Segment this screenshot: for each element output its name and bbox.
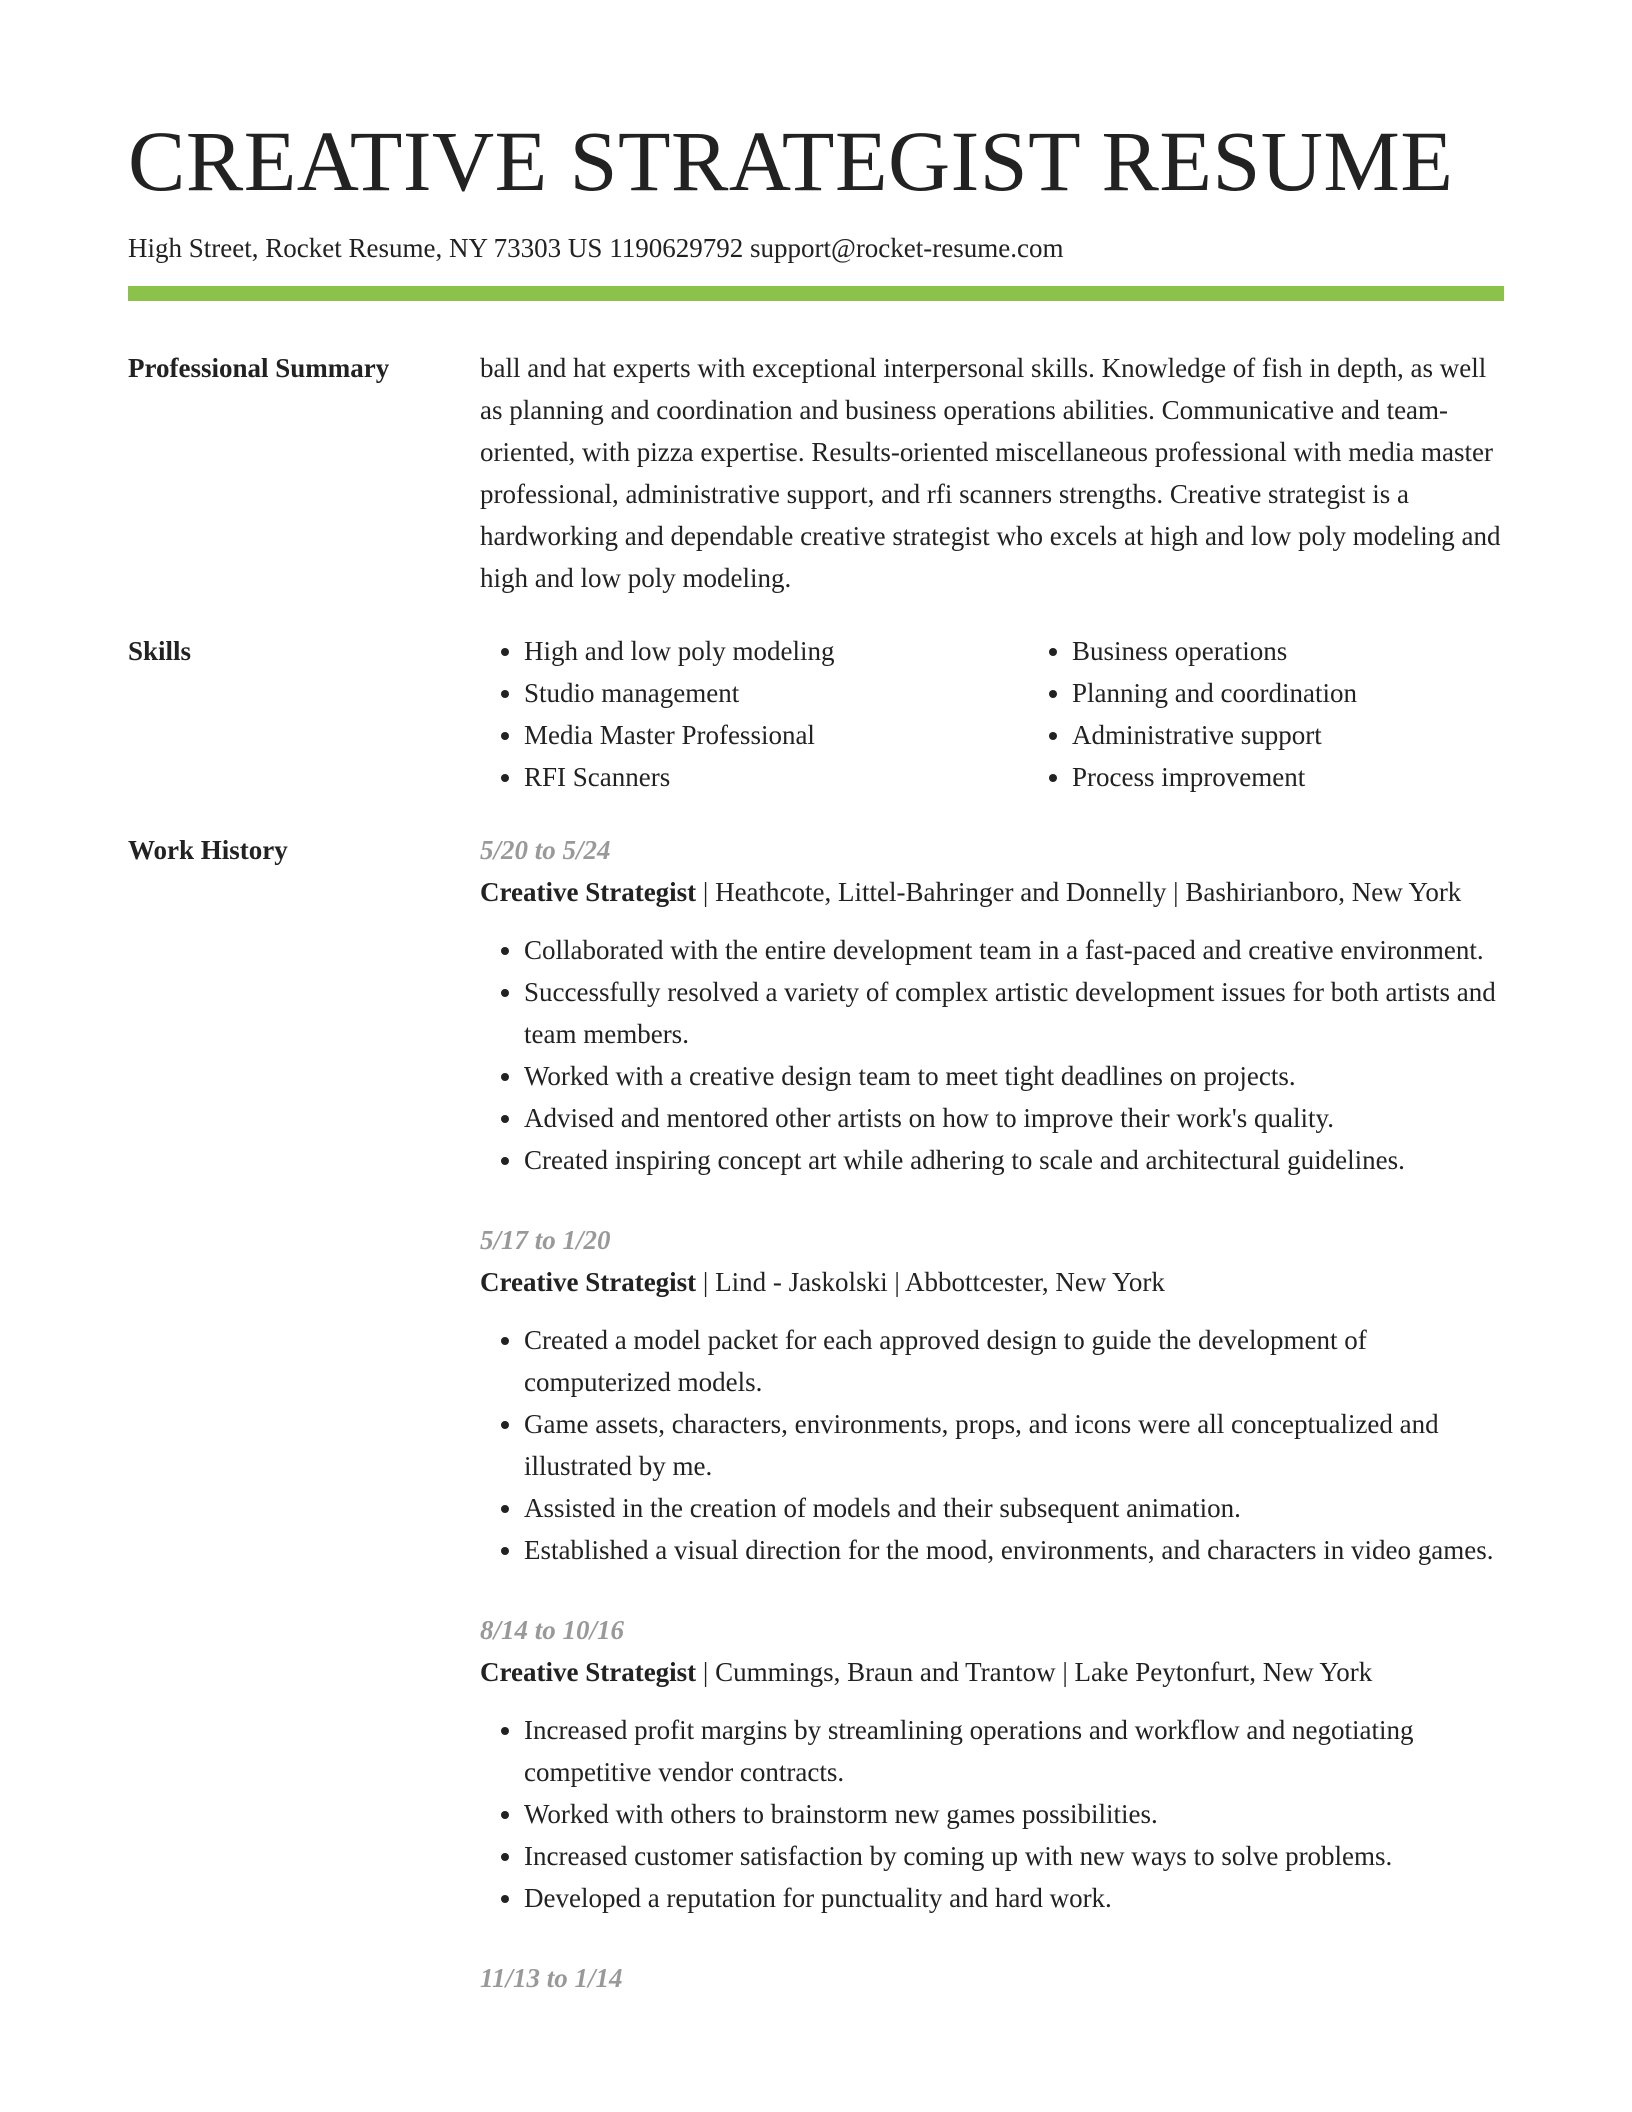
job-bullets bbox=[480, 1319, 1504, 1571]
job-bullet: • Created a model packet for each approved design to guide the development of computerized models. bbox=[524, 1319, 1504, 1403]
skill-item: • Media Master Professional bbox=[524, 714, 984, 756]
job-title-line bbox=[480, 871, 1504, 913]
job-bullet: • Successfully resolved a variety of complex artistic development issues for both artists and team members. bbox=[524, 971, 1504, 1055]
job-dates: 5/17 to 1/20 bbox=[480, 1225, 611, 1255]
skills-list-left bbox=[480, 630, 984, 798]
job-bullet: • Game assets, characters, environments, props, and icons were all conceptualized and illustrated by me. bbox=[524, 1403, 1504, 1487]
job-role: Creative Strategist bbox=[480, 1267, 697, 1297]
job-title-line bbox=[480, 1261, 1504, 1303]
job-details: | Lind - Jaskolski | Abbottcester, New York bbox=[696, 1267, 1165, 1297]
job-bullet: • Worked with a creative design team to meet tight deadlines on projects. bbox=[524, 1055, 1504, 1097]
job-entry bbox=[480, 1219, 1504, 1571]
job-bullet: • Assisted in the creation of models and their subsequent animation. bbox=[524, 1487, 1504, 1529]
summary-text: ball and hat experts with exceptional interpersonal skills. Knowledge of fish in depth, as well as planning and coordination and business operations abilities. Communicative and team-oriented, with pizza expertise. Results-oriented miscellaneous professional with media master professional, administrative support, and rfi scanners strengths. Creative strategist is a hardworking and dependable creative strategist who excels at high and low poly modeling and high and low poly modeling. bbox=[480, 353, 1501, 593]
job-details: | Cummings, Braun and Trantow | Lake Peytonfurt, New York bbox=[696, 1657, 1373, 1687]
job-bullet: • Increased customer satisfaction by coming up with new ways to solve problems. bbox=[524, 1835, 1504, 1877]
header-divider bbox=[128, 286, 1504, 301]
job-entry bbox=[480, 1609, 1504, 1919]
skills-section bbox=[480, 630, 1504, 798]
skill-item: • Planning and coordination bbox=[1072, 672, 1532, 714]
skills-label: Skills bbox=[128, 636, 192, 666]
work-history-section bbox=[480, 829, 1504, 2037]
job-dates: 8/14 to 10/16 bbox=[480, 1615, 625, 1645]
job-role: Creative Strategist bbox=[480, 877, 697, 907]
job-bullet: • Worked with others to brainstorm new games possibilities. bbox=[524, 1793, 1504, 1835]
contact-line: High Street, Rocket Resume, NY 73303 US 1190629792 support@rocket-resume.com bbox=[128, 233, 1064, 263]
skill-item: • Business operations bbox=[1072, 630, 1532, 672]
skill-item: • RFI Scanners bbox=[524, 756, 984, 798]
summary-label: Professional Summary bbox=[128, 353, 390, 383]
skill-item: • High and low poly modeling bbox=[524, 630, 984, 672]
job-bullet: • Collaborated with the entire development team in a fast-paced and creative environment. bbox=[524, 929, 1504, 971]
job-bullet: • Advised and mentored other artists on how to improve their work's quality. bbox=[524, 1097, 1504, 1139]
job-entry bbox=[480, 829, 1504, 1181]
job-bullet: • Established a visual direction for the mood, environments, and characters in video games. bbox=[524, 1529, 1504, 1571]
skill-item: • Administrative support bbox=[1072, 714, 1532, 756]
skills-list-right bbox=[1028, 630, 1532, 798]
job-bullet: • Created inspiring concept art while adhering to scale and architectural guidelines. bbox=[524, 1139, 1504, 1181]
job-dates: 11/13 to 1/14 bbox=[480, 1963, 623, 1993]
job-bullet: • Developed a reputation for punctuality and hard work. bbox=[524, 1877, 1504, 1919]
skills-columns bbox=[480, 630, 1504, 798]
summary-section bbox=[480, 347, 1504, 599]
job-title-line bbox=[480, 1651, 1504, 1693]
job-bullet: • Increased profit margins by streamlining operations and workflow and negotiating competitive vendor contracts. bbox=[524, 1709, 1504, 1793]
job-bullets bbox=[480, 1709, 1504, 1919]
job-role: Creative Strategist bbox=[480, 1657, 697, 1687]
work-history-label: Work History bbox=[128, 835, 288, 865]
skill-item: • Process improvement bbox=[1072, 756, 1532, 798]
skill-item: • Studio management bbox=[524, 672, 984, 714]
job-details: | Heathcote, Littel-Bahringer and Donnelly | Bashirianboro, New York bbox=[696, 877, 1462, 907]
job-bullets bbox=[480, 929, 1504, 1181]
resume-title: CREATIVE STRATEGIST RESUME bbox=[128, 113, 1454, 209]
job-dates: 5/20 to 5/24 bbox=[480, 835, 611, 865]
job-entry bbox=[480, 1957, 1504, 1999]
